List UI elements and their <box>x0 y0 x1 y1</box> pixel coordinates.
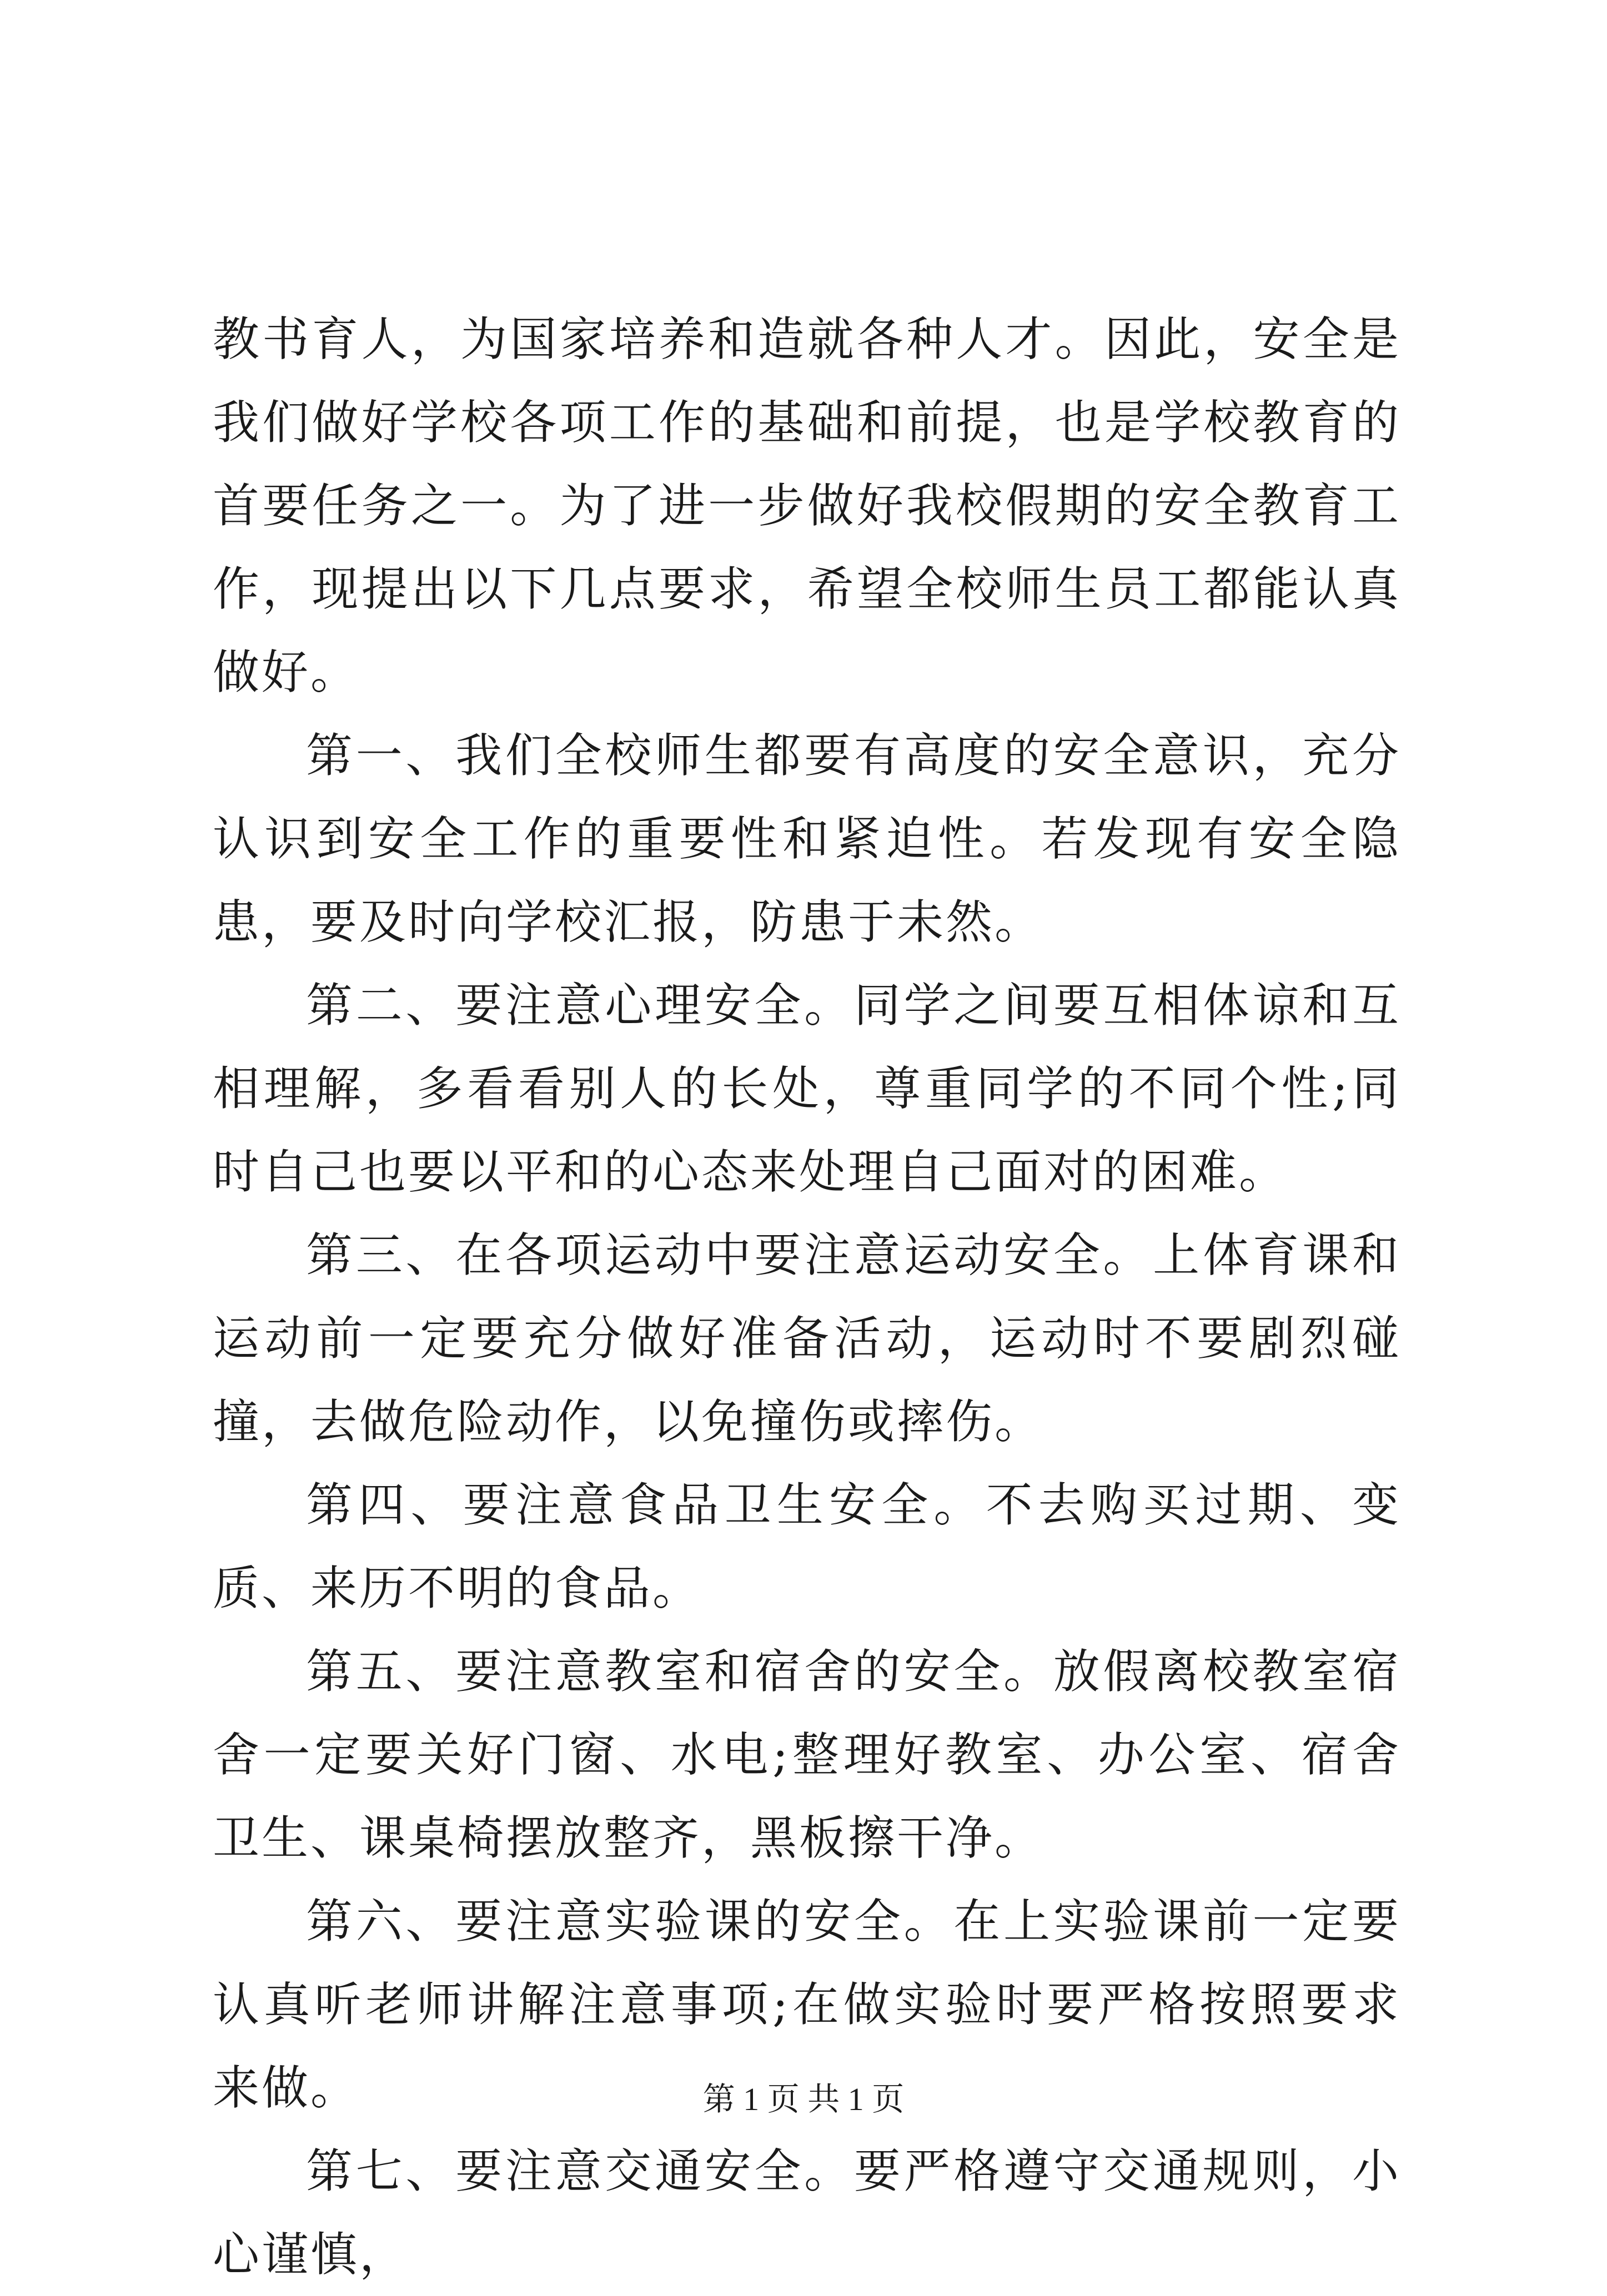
paragraph-item-2: 第二、要注意心理安全。同学之间要互相体谅和互相理解，多看看别人的长处，尊重同学的不同个性;同时自己也要以平和的心态来处理自己面对的困难。 <box>213 978 1401 1199</box>
paragraph-item-4: 第四、要注意食品卫生安全。不去购买过期、变质、来历不明的食品。 <box>213 1478 1401 1615</box>
paragraph-item-6: 第六、要注意实验课的安全。在上实验课前一定要认真听老师讲解注意事项;在做实验时要严格按照要求来做。 <box>213 1894 1401 2115</box>
paragraph-intro-continued: 教书育人，为国家培养和造就各种人才。因此，安全是我们做好学校各项工作的基础和前提，也是学校教育的首要任务之一。为了进一步做好我校假期的安全教育工作，现提出以下几点要求，希望全校师生员工都能认真做好。 <box>213 312 1401 699</box>
paragraph-item-3: 第三、在各项运动中要注意运动安全。上体育课和运动前一定要充分做好准备活动，运动时不要剧烈碰撞，去做危险动作，以免撞伤或摔伤。 <box>213 1228 1401 1449</box>
document-body <box>213 298 1401 2296</box>
paragraph-item-5: 第五、要注意教室和宿舍的安全。放假离校教室宿舍一定要关好门窗、水电;整理好教室、办公室、宿舍卫生、课桌椅摆放整齐，黑板擦干净。 <box>213 1644 1401 1865</box>
paragraph-item-7: 第七、要注意交通安全。要严格遵守交通规则，小心谨慎， <box>213 2144 1401 2282</box>
paragraph-item-1: 第一、我们全校师生都要有高度的安全意识，充分认识到安全工作的重要性和紧迫性。若发现有安全隐患，要及时向学校汇报，防患于未然。 <box>213 728 1401 949</box>
page-footer: 第 1 页 共 1 页 <box>702 2081 905 2117</box>
